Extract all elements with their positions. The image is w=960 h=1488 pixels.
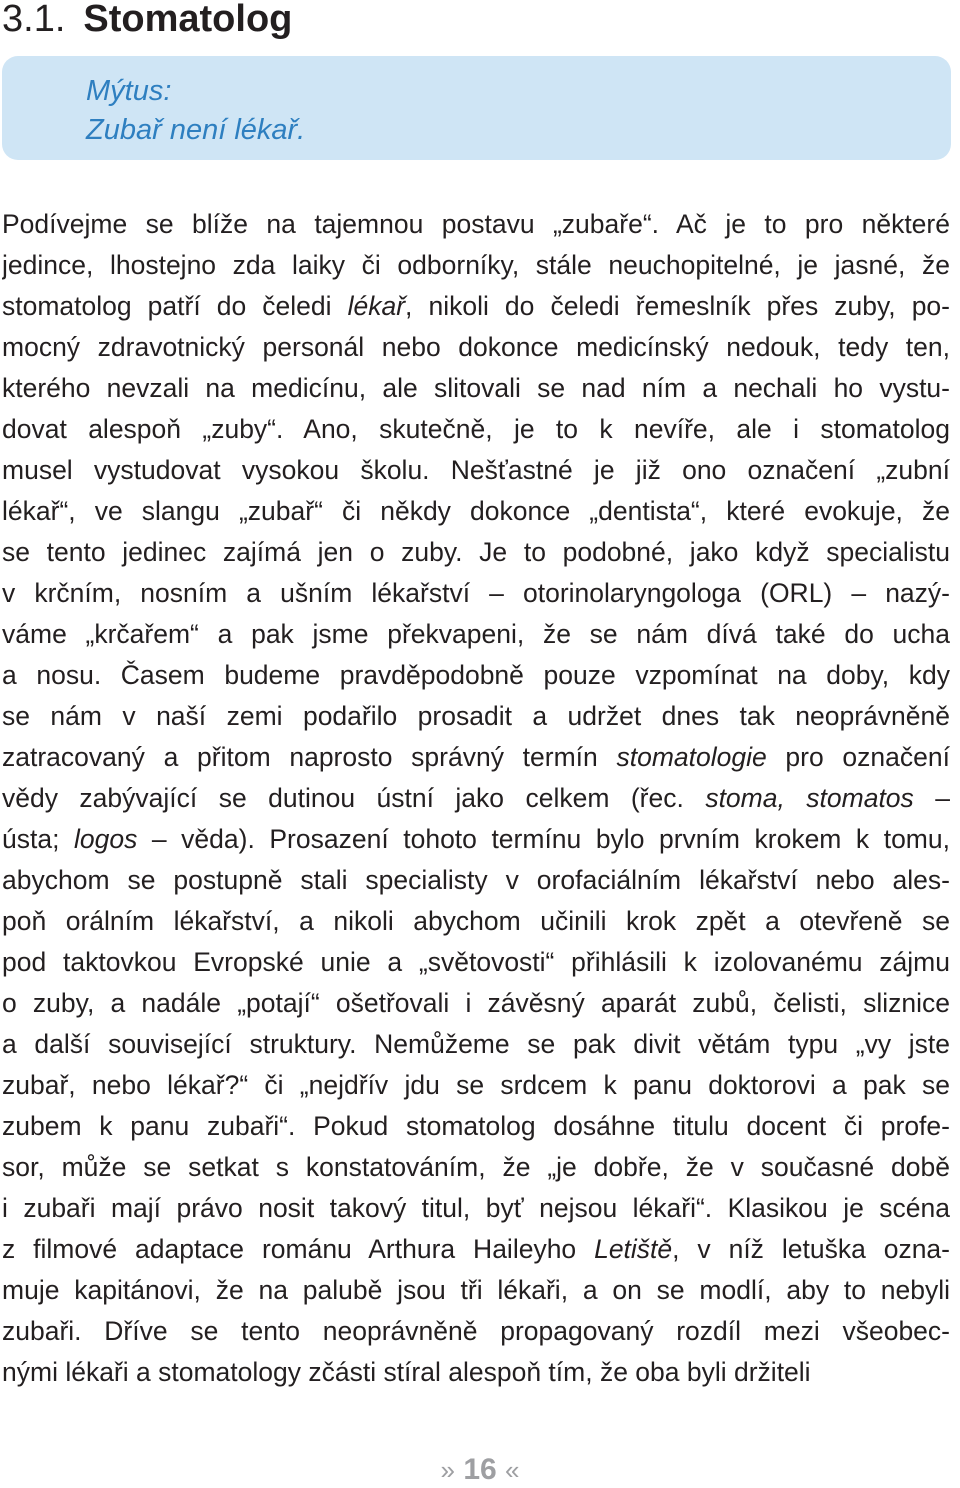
italic-term: stoma, stomatos (705, 783, 914, 813)
text-segment: muje kapitánovi, že na palubě jsou tři lékaři, a on se modlí, aby to nebyli (2, 1275, 950, 1305)
text-segment: pro označení (766, 742, 950, 772)
text-segment: o zuby, a nadále „potají“ ošetřovali i závěsný aparát zubů, čelisti, sliznice (2, 988, 950, 1018)
text-line (2, 942, 950, 983)
text-segment: zubaři. Dříve se tento neoprávněně propagovaný rozdíl mezi všeobec- (2, 1316, 950, 1346)
text-line (2, 491, 950, 532)
text-segment: – (913, 783, 950, 813)
text-line (2, 286, 950, 327)
text-segment: nými lékaři a stomatology zčásti stíral alespoň tím, že oba byli držiteli (2, 1357, 811, 1387)
text-segment: zatracovaný a přitom naprosto správný termín (2, 742, 617, 772)
text-segment: v krčním, nosním a ušním lékařství – otorinolaryngologa (ORL) – nazý- (2, 578, 950, 608)
text-line (2, 1352, 950, 1393)
text-segment: zubař, nebo lékař?“ či „nejdřív jdu se srdcem k panu doktorovi a pak se (2, 1070, 950, 1100)
text-line (2, 245, 950, 286)
text-line (2, 368, 950, 409)
text-line (2, 1188, 950, 1229)
page-number-footer (0, 1452, 960, 1488)
text-segment: i zubaři mají právo nosit takový titul, byť nejsou lékaři“. Klasikou je scéna (2, 1193, 950, 1223)
text-line (2, 819, 950, 860)
italic-term: stomatologie (616, 742, 767, 772)
text-line (2, 778, 950, 819)
text-segment: sor, může se setkat s konstatováním, že „je dobře, že v současné době (2, 1152, 950, 1182)
page-number: 16 (463, 1453, 497, 1486)
text-segment: abychom se postupně stali specialisty v orofaciálním lékařství nebo ales- (2, 865, 950, 895)
text-segment: poň orálním lékařství, a nikoli abychom učinili krok zpět a otevřeně se (2, 906, 950, 936)
text-segment: a nosu. Časem budeme pravděpodobně pouze vzpomínat na doby, kdy (2, 660, 950, 690)
section-heading (2, 0, 292, 38)
text-line (2, 1270, 950, 1311)
text-segment: se tento jedinec zajímá jen o zuby. Je to podobné, jako když specialistu (2, 537, 950, 567)
text-line (2, 1106, 950, 1147)
text-segment: vědy zabývající se dutinou ústní jako celkem (řec. (2, 783, 706, 813)
text-line (2, 1024, 950, 1065)
text-segment: lékař“, ve slangu „zubař“ či někdy dokonce „dentista“, které evokuje, že (2, 496, 950, 526)
text-line (2, 204, 950, 245)
text-segment: mocný zdravotnický personál nebo dokonce medicínský nedouk, tedy ten, (2, 332, 950, 362)
text-segment: kterého nevzali na medicínu, ale slitovali se nad ním a nechali ho vystu- (2, 373, 950, 403)
text-segment: a další související struktury. Nemůžeme se pak divit větám typu „vy jste (2, 1029, 950, 1059)
text-line (2, 409, 950, 450)
text-line (2, 573, 950, 614)
text-line (2, 1147, 950, 1188)
text-line (2, 450, 950, 491)
section-title: Stomatolog (83, 0, 293, 40)
text-line (2, 655, 950, 696)
page-marker-right: « (505, 1455, 520, 1485)
text-segment: váme „krčařem“ a pak jsme překvapeni, že se nám dívá také do ucha (2, 619, 950, 649)
text-segment: z filmové adaptace románu Arthura Haileyho (2, 1234, 595, 1264)
text-segment: jedince, lhostejno zda laiky či odborníky, stále neuchopitelné, je jasné, že (2, 250, 950, 280)
text-line (2, 696, 950, 737)
text-line (2, 532, 950, 573)
text-line (2, 327, 950, 368)
text-line (2, 860, 950, 901)
italic-term: Letiště (594, 1234, 673, 1264)
italic-term: logos (74, 824, 138, 854)
text-segment: pod taktovkou Evropské unie a „světovosti“ přihlásili k izolovanému zájmu (2, 947, 950, 977)
text-line (2, 901, 950, 942)
text-segment: , v níž letuška ozna- (672, 1234, 950, 1264)
text-line (2, 614, 950, 655)
text-line (2, 1065, 950, 1106)
text-line (2, 983, 950, 1024)
text-segment: , nikoli do čeledi řemeslník přes zuby, po- (405, 291, 950, 321)
text-segment: ústa; (2, 824, 74, 854)
text-segment: zubem k panu zubaři“. Pokud stomatolog dosáhne titulu docent či profe- (2, 1111, 950, 1141)
text-line (2, 737, 950, 778)
text-segment: – věda). Prosazení tohoto termínu bylo prvním krokem k tomu, (137, 824, 950, 854)
text-segment: se nám v naší zemi podařilo prosadit a udržet dnes tak neoprávněně (2, 701, 950, 731)
text-line (2, 1311, 950, 1352)
text-line (2, 1229, 950, 1270)
myth-statement: Zubař není lékař. (86, 114, 306, 146)
myth-label: Mýtus: (86, 75, 172, 107)
text-segment: dovat alespoň „zuby“. Ano, skutečně, je to k nevíře, ale i stomatolog (2, 414, 950, 444)
page-marker-left: » (440, 1455, 455, 1485)
section-number: 3.1. (2, 0, 66, 40)
text-segment: stomatolog patří do čeledi (2, 291, 348, 321)
text-segment: Podívejme se blíže na tajemnou postavu „zubaře“. Ač je to pro některé (2, 209, 950, 239)
text-segment: musel vystudovat vysokou školu. Nešťastné je již ono označení „zubní (2, 455, 950, 485)
italic-term: lékař (347, 291, 406, 321)
